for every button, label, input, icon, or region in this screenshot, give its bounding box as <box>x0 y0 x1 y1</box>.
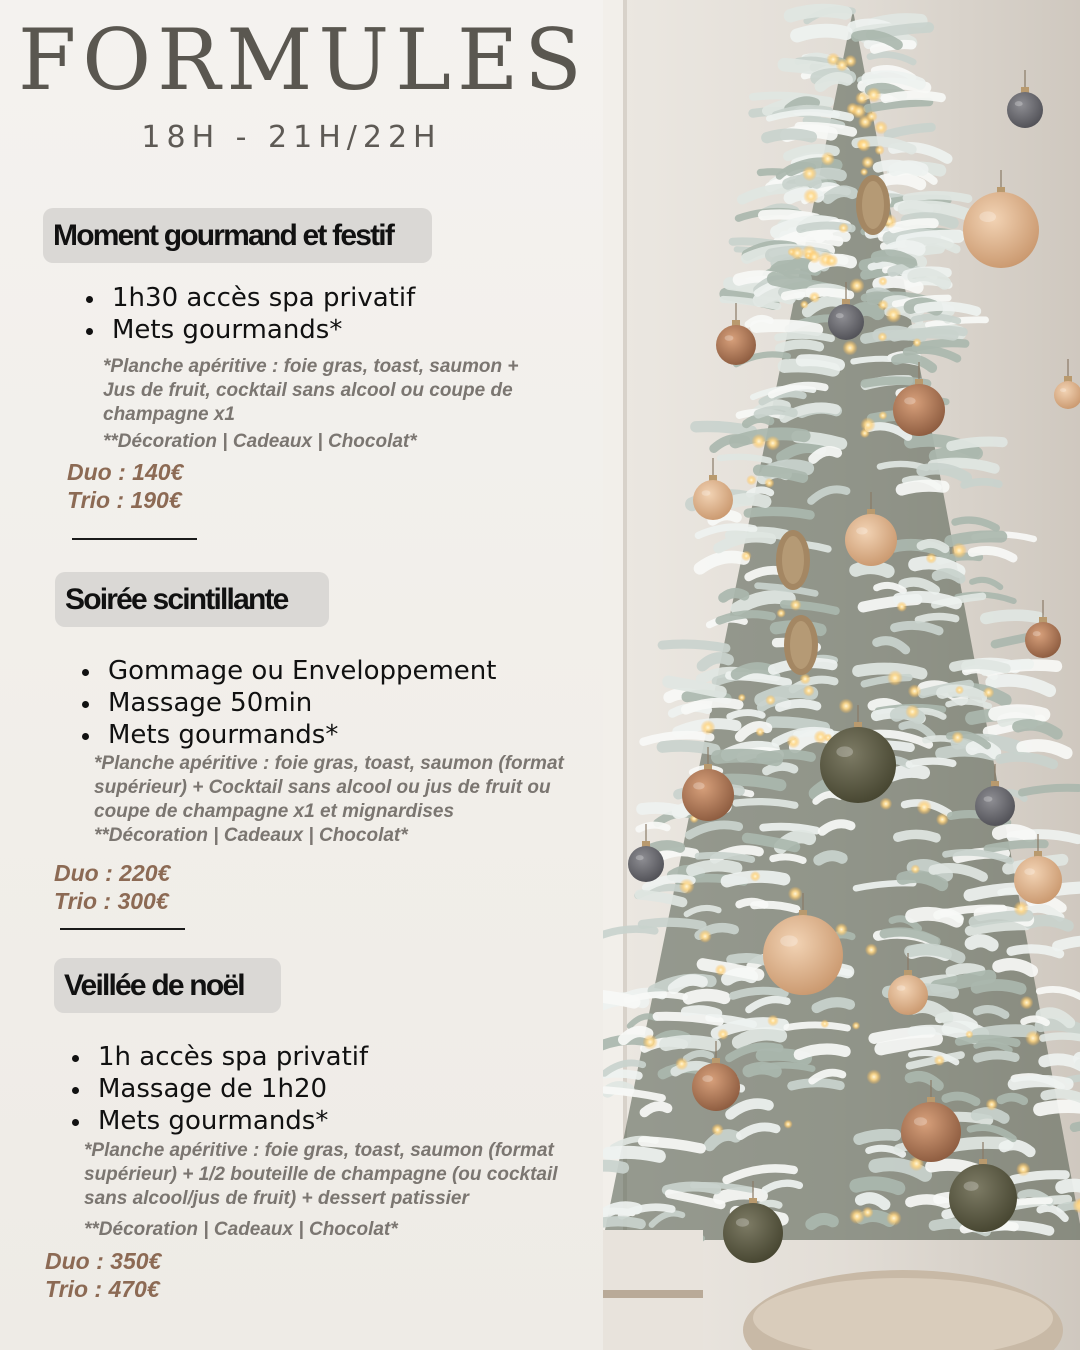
section-note-moment-gourmand <box>103 355 519 454</box>
note-line: supérieur) + Cocktail sans alcool ou jus de fruit ou <box>94 777 551 798</box>
section-title-veillee-de-noel: Veillée de noël <box>54 958 281 1013</box>
page-title: FORMULES <box>18 11 588 109</box>
list-item: 1h accès spa privatif <box>70 1041 368 1073</box>
opening-hours <box>0 120 603 155</box>
note-line: coupe de champagne x1 et mignardises <box>94 801 455 822</box>
prices-veillee-de-noel <box>45 1247 161 1303</box>
opening-hours-text: 18H - 21H/22H <box>141 120 442 155</box>
note-line: *Planche apéritive : foie gras, toast, saumon (format <box>94 753 564 774</box>
section-items-moment-gourmand <box>84 282 415 346</box>
section-title-moment-gourmand: Moment gourmand et festif <box>43 208 432 263</box>
list-item: Mets gourmands* <box>84 314 415 346</box>
note-line: champagne x1 <box>103 404 235 425</box>
note-line: supérieur) + 1/2 bouteille de champagne (ou cocktail <box>84 1164 558 1185</box>
section-items-soiree-scintillante <box>80 655 496 751</box>
list-item: Massage 50min <box>80 687 496 719</box>
section-title-soiree-scintillante: Soirée scintillante <box>55 572 329 627</box>
section-divider <box>72 538 197 540</box>
christmas-tree-icon <box>603 0 1080 1350</box>
price-trio: Trio : 300€ <box>54 888 169 914</box>
note-line: *Planche apéritive : foie gras, toast, saumon (format <box>84 1140 554 1161</box>
price-trio: Trio : 190€ <box>67 487 182 513</box>
section-items-veillee-de-noel <box>70 1041 368 1137</box>
list-item: Massage de 1h20 <box>70 1073 368 1105</box>
note-line: *Planche apéritive : foie gras, toast, saumon + <box>103 356 519 377</box>
list-item: 1h30 accès spa privatif <box>84 282 415 314</box>
note-line: Jus de fruit, cocktail sans alcool ou coupe de <box>103 380 513 401</box>
price-duo: Duo : 140€ <box>67 459 184 485</box>
section-note-soiree-scintillante <box>94 752 564 848</box>
price-duo: Duo : 350€ <box>45 1248 162 1274</box>
note-line: **Décoration | Cadeaux | Chocolat* <box>103 431 417 452</box>
price-trio: Trio : 470€ <box>45 1276 160 1302</box>
note-line: sans alcool/jus de fruit) + dessert patissier <box>84 1188 469 1209</box>
note-line: **Décoration | Cadeaux | Chocolat* <box>94 825 408 846</box>
list-item: Gommage ou Enveloppement <box>80 655 496 687</box>
prices-soiree-scintillante <box>54 859 170 915</box>
christmas-tree-photo <box>603 0 1080 1350</box>
list-item: Mets gourmands* <box>70 1105 368 1137</box>
list-item: Mets gourmands* <box>80 719 496 751</box>
price-duo: Duo : 220€ <box>54 860 171 886</box>
note-line: **Décoration | Cadeaux | Chocolat* <box>84 1219 398 1240</box>
section-divider <box>60 928 185 930</box>
prices-moment-gourmand <box>67 458 183 514</box>
section-note-veillee-de-noel <box>84 1139 558 1242</box>
